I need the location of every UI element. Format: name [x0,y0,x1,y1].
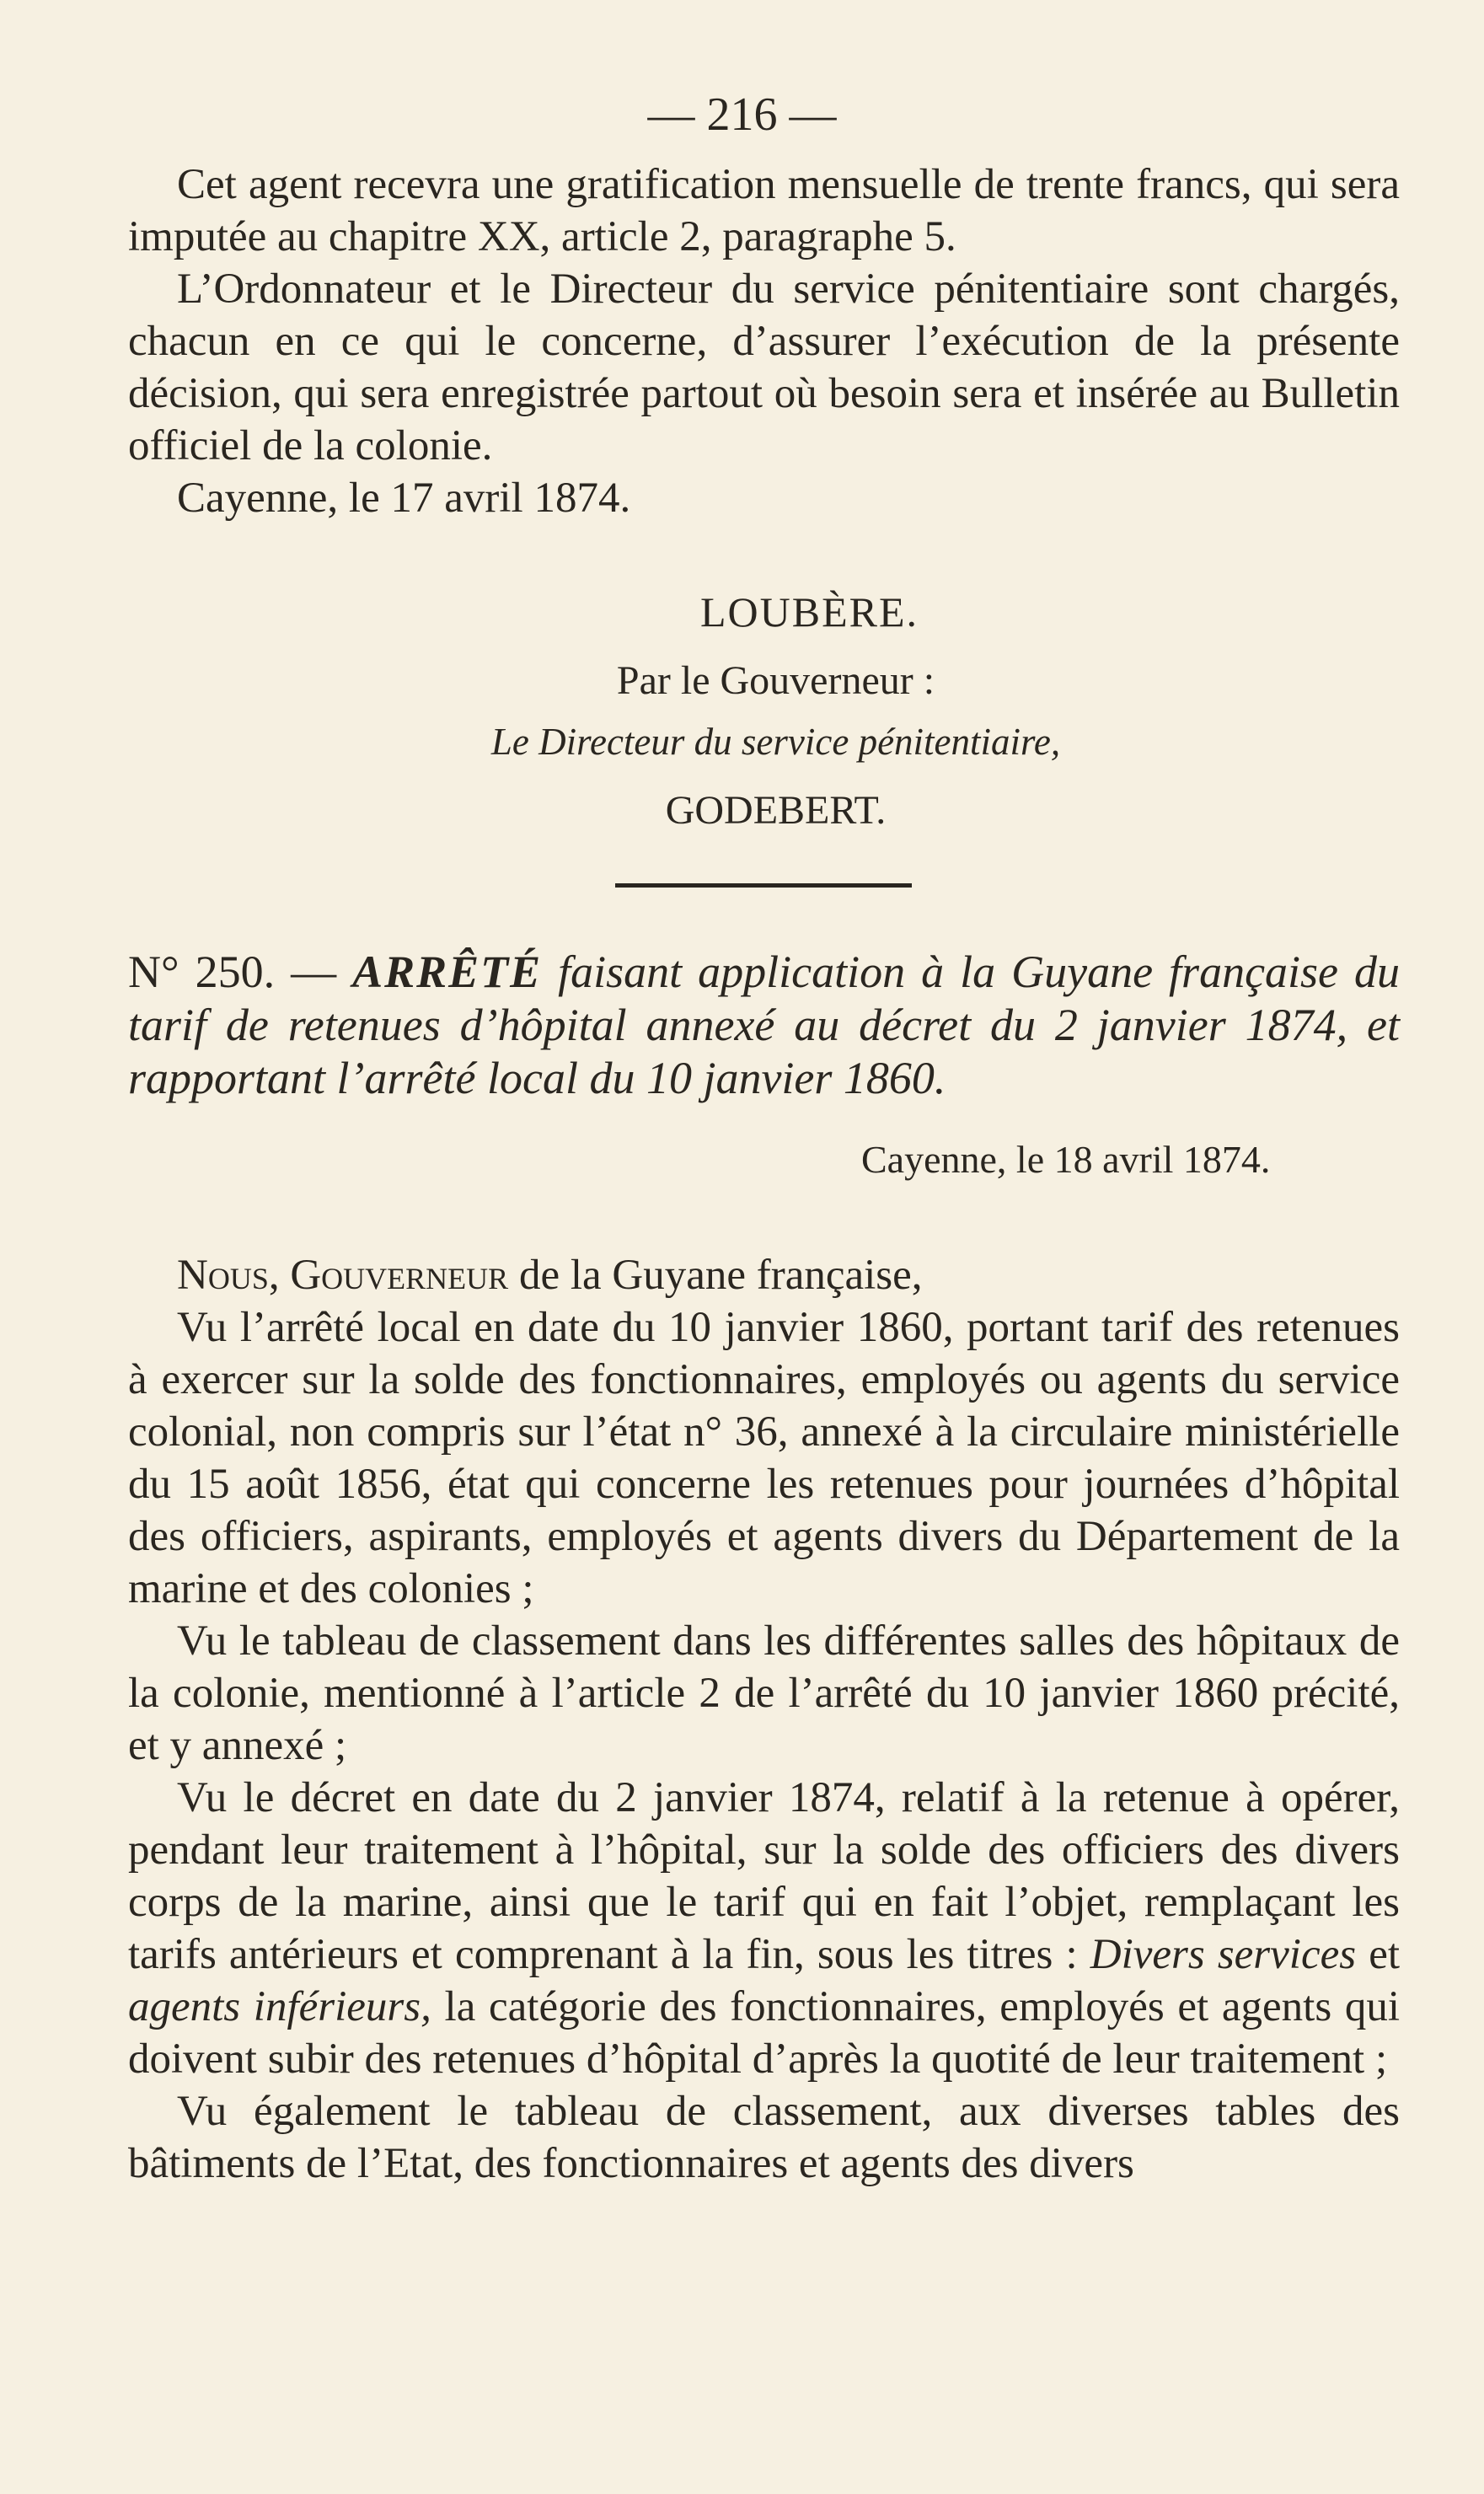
considerant-1: Vu l’arrêté local en date du 10 janvier 1860, portant tarif des retenues à exercer sur la solde des fonctionnaires, employés ou agents du service colonial, non compris sur l’état n° 36, annexé à la circulaire ministérielle du 15 août 1856, état qui concerne les retenues pour journées d’hôpital des officiers, aspirants, employés et agents divers du Département de la marine et des colonies ; [128,1304,1400,1612]
page-number: — 216 — [647,88,837,141]
place-date: Cayenne, le 17 avril 1874. [177,475,631,522]
decree-body [128,1249,1400,2190]
considerant-3 [128,1772,1400,2085]
nous-gouverneur: Nous, Gouverneur [177,1252,509,1299]
execution-paragraph: L’Ordonnateur et le Directeur du service pénitentiaire sont chargés, chacun en ce qui le concerne, d’assurer l’exécution de la présente décision, qui sera enregistrée partout où besoin sera et insérée au Bulletin officiel de la colonie. [128,265,1400,469]
par-le-gouverneur: Par le Gouverneur : [616,658,935,703]
nous-line [128,1249,1400,1301]
considerant-3-text: Vu le décret en date du 2 janvier 1874, relatif à la retenue à opérer, pendant leur traitement à l’hôpital, sur la solde des officiers des divers corps de la marine, ainsi que le tarif qui en fait l’objet, remplaçant les tarifs antérieurs et comprenant à la fin, sous les titres : [128,1774,1400,1978]
considerant-2: Vu le tableau de classement dans les différentes salles des hôpitaux de la colonie, mentionné à l’article 2 de l’arrêté du 10 janvier 1860 précité, et y annexé ; [128,1617,1400,1769]
director-signature: GODEBERT. [665,788,887,833]
director-title: Le Directeur du service pénitentiaire, [490,721,1061,763]
considerant-3-tail: la catégorie des fonctionnaires, employés et agents qui doivent subir des retenues d’hôpital d’après la quotité de leur traitement ; [128,1983,1400,2083]
decree-title: faisant application à la Guyane française du tarif de retenues d’hôpital annexé au décret du 2 janvier 1874, et rapportant l’arrêté local du 10 janvier 1860. [128,947,1401,1103]
considerant-3-et: et [1369,1931,1400,1978]
decree-date: Cayenne, le 18 avril 1874. [861,1138,1271,1181]
opening-paragraphs [128,158,1400,524]
section-divider [615,883,912,888]
gratification-paragraph: Cet agent recevra une gratification mensuelle de trente francs, qui sera imputée au chapitre XX, article 2, paragraphe 5. [128,161,1400,260]
decree-heading [128,946,1400,1105]
considerant-4: Vu également le tableau de classement, aux diverses tables des bâtiments de l’Etat, des fonctionnaires et agents des divers [128,2088,1400,2187]
nous-rest: de la Guyane française, [518,1252,923,1299]
considerant-3-title-2: agents inférieurs, [128,1983,431,2030]
decree-number: N° 250. — [128,947,337,997]
decree-type: ARRÊTÉ [352,947,543,997]
considerant-3-title-1: Divers services [1090,1931,1357,1978]
governor-signature: LOUBÈRE. [699,588,919,636]
